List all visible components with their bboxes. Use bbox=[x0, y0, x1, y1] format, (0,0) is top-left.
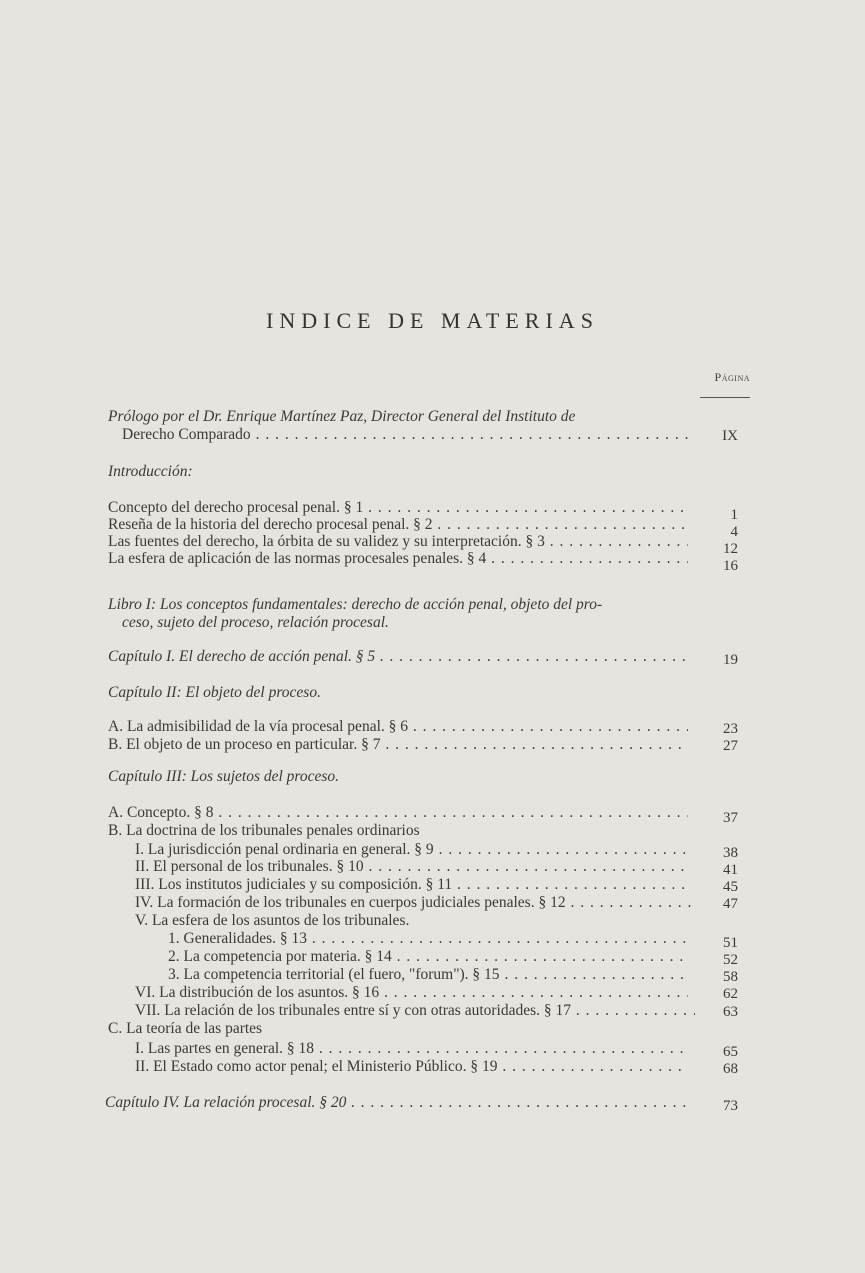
toc-page-number: 52 bbox=[723, 952, 738, 968]
toc-entry: III. Los institutos judiciales y su composición. § 11 . . . bbox=[135, 876, 688, 893]
toc-page-number: 73 bbox=[723, 1098, 738, 1114]
toc-entry: VII. La relación de los tribunales entre sí y con otras autoridades. § 17 . . . bbox=[135, 1002, 695, 1019]
toc-entry: B. El objeto de un proceso en particular. § 7 . . . bbox=[108, 736, 688, 753]
section-heading-capitulo-ii: Capítulo II: El objeto del proceso. bbox=[108, 684, 321, 701]
toc-page-number: 45 bbox=[723, 879, 738, 895]
toc-page-number: 63 bbox=[723, 1004, 738, 1020]
toc-entry: 2. La competencia por materia. § 14 . . . bbox=[168, 948, 688, 965]
toc-subheading: V. La esfera de los asuntos de los tribunales. bbox=[135, 912, 410, 929]
toc-entry: IV. La formación de los tribunales en cuerpos judiciales penales. § 12 . . . bbox=[135, 894, 695, 911]
toc-entry: Reseña de la historia del derecho procesal penal. § 2 . . . bbox=[108, 516, 688, 533]
toc-entry: I. La jurisdicción penal ordinaria en general. § 9 . . . bbox=[135, 841, 688, 858]
toc-page-number: 19 bbox=[723, 652, 738, 668]
toc-entry: A. La admisibilidad de la vía procesal penal. § 6 . . . bbox=[108, 718, 688, 735]
toc-page-number: 47 bbox=[723, 896, 738, 912]
toc-page-number: 27 bbox=[723, 738, 738, 754]
toc-entry: II. El Estado como actor penal; el Ministerio Público. § 19 . . . bbox=[135, 1058, 688, 1075]
toc-subheading: B. La doctrina de los tribunales penales ordinarios bbox=[108, 822, 420, 839]
section-heading-libro-i-line2: ceso, sujeto del proceso, relación procesal. bbox=[122, 614, 389, 631]
toc-page-number: 16 bbox=[723, 558, 738, 574]
toc-entry-text: Derecho Comparado . . . bbox=[122, 426, 688, 443]
toc-entry: I. Las partes en general. § 18 . . . bbox=[135, 1040, 688, 1057]
toc-entry: A. Concepto. § 8 . . . bbox=[108, 804, 688, 821]
toc-entry: La esfera de aplicación de las normas procesales penales. § 4 . . . bbox=[108, 550, 688, 567]
page-title: INDICE DE MATERIAS bbox=[266, 308, 599, 333]
toc-page-number: 1 bbox=[730, 507, 738, 523]
toc-page-number: 41 bbox=[723, 862, 738, 878]
toc-subheading: C. La teoría de las partes bbox=[108, 1020, 263, 1037]
section-heading-capitulo-iii: Capítulo III: Los sujetos del proceso. bbox=[108, 768, 340, 785]
toc-page-number: 4 bbox=[730, 524, 738, 540]
toc-entry: VI. La distribución de los asuntos. § 16 . . . bbox=[135, 984, 688, 1001]
page-label-rule bbox=[700, 397, 750, 398]
toc-page-number: 12 bbox=[723, 541, 738, 557]
section-heading-introduccion: Introducción: bbox=[108, 463, 193, 480]
toc-entry-prologo-line1: Prólogo por el Dr. Enrique Martínez Paz, Director General del Instituto de bbox=[108, 408, 576, 425]
toc-page-number: 37 bbox=[723, 810, 738, 826]
toc-page-number: 65 bbox=[723, 1044, 738, 1060]
toc-page-number: IX bbox=[722, 428, 738, 444]
toc-page-number: 58 bbox=[723, 969, 738, 985]
toc-entry: Las fuentes del derecho, la órbita de su validez y su interpretación. § 3 . . . bbox=[108, 533, 688, 550]
toc-entry: II. El personal de los tribunales. § 10 . . . bbox=[135, 858, 688, 875]
toc-page-number: 38 bbox=[723, 845, 738, 861]
toc-entry: 1. Generalidades. § 13 . . . bbox=[168, 930, 688, 947]
toc-page-number: 68 bbox=[723, 1061, 738, 1077]
toc-entry-capitulo-iv: Capítulo IV. La relación procesal. § 20 . . . bbox=[105, 1094, 688, 1111]
toc-entry: Concepto del derecho procesal penal. § 1 . . . bbox=[108, 499, 688, 516]
page-column-label: Página bbox=[714, 370, 750, 384]
toc-page-number: 51 bbox=[723, 935, 738, 951]
toc-entry-prologo-line2 bbox=[122, 426, 688, 443]
section-heading-libro-i-line1: Libro I: Los conceptos fundamentales: derecho de acción penal, objeto del pro- bbox=[108, 596, 603, 613]
toc-entry: 3. La competencia territorial (el fuero, "forum"). § 15 . . . bbox=[168, 966, 688, 983]
toc-page-number: 23 bbox=[723, 721, 738, 737]
toc-page-number: 62 bbox=[723, 986, 738, 1002]
toc-entry-capitulo-i: Capítulo I. El derecho de acción penal. § 5 . . . bbox=[108, 648, 688, 665]
